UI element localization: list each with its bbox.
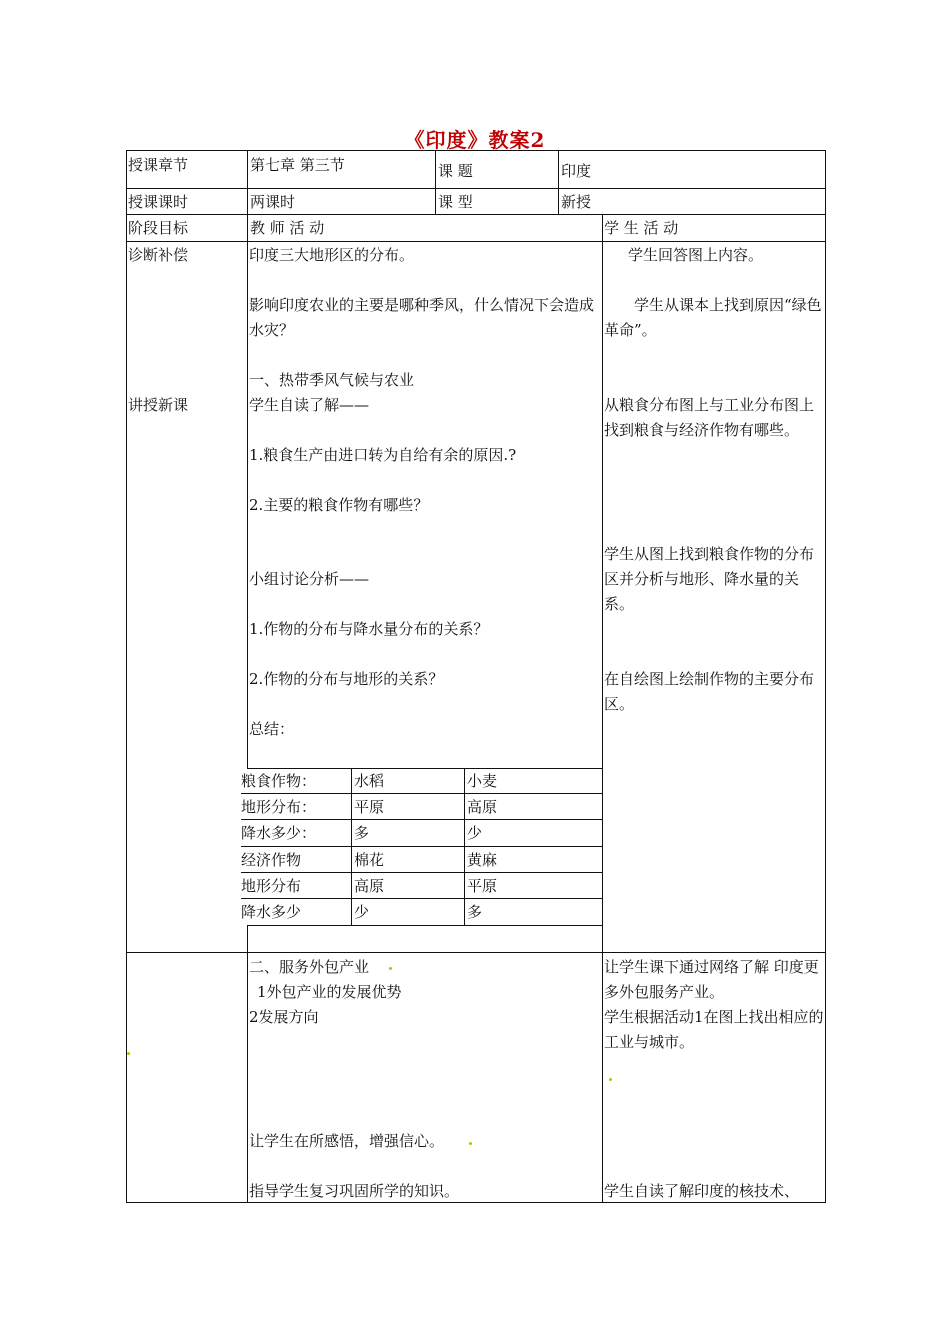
stage-diagnose: 诊断补偿: [128, 246, 189, 264]
teacher-heading: 一、热带季风气候与农业: [249, 371, 415, 389]
table-line: [126, 150, 826, 151]
hours-label: 授课课时: [128, 193, 189, 211]
summary-cell: 高原: [467, 798, 498, 816]
summary-line: [351, 768, 352, 925]
summary-line: [241, 846, 602, 847]
section2-student-text: 学生根据活动1在图上找出相应的工业与城市。: [604, 1008, 824, 1051]
table-line: [247, 241, 248, 768]
summary-cell: 高原: [354, 877, 385, 895]
section2-text: 让学生在所感悟，增强信心。: [249, 1132, 445, 1150]
summary-cell: 多: [467, 903, 483, 921]
summary-cell: 经济作物: [241, 851, 302, 869]
table-line: [126, 241, 826, 242]
summary-cell: 粮食作物：: [241, 772, 317, 790]
summary-cell: 降水多少：: [241, 824, 317, 842]
chapter-label: 授课章节: [128, 156, 189, 174]
summary-cell: 平原: [354, 798, 385, 816]
decorative-dot: [389, 967, 392, 970]
stage-teach: 讲授新课: [128, 396, 189, 414]
type-label: 课 型: [438, 193, 473, 211]
table-line: [247, 925, 248, 1202]
table-line: [602, 241, 603, 1202]
decorative-dot: [469, 1142, 472, 1145]
document-title: 《印度》教案2: [404, 128, 546, 152]
table-line: [247, 150, 248, 241]
student-text: 从粮食分布图上与工业分布图上找到粮食与经济作物有哪些。: [604, 396, 815, 439]
teacher-question: 2.主要的粮食作物有哪些？: [249, 496, 429, 514]
teacher-text: 小组讨论分析——: [249, 570, 370, 588]
summary-cell: 棉花: [354, 851, 385, 869]
table-line: [558, 150, 559, 214]
teacher-text: 影响印度农业的主要是哪种季风，什么情况下会造成水灾？: [249, 296, 595, 339]
summary-cell: 多: [354, 824, 370, 842]
summary-line: [241, 793, 602, 794]
section2-student-text: 让学生课下通过网络了解 印度更多外包服务产业。: [604, 958, 819, 1001]
section2-text: 指导学生复习巩固所学的知识。: [249, 1182, 460, 1200]
summary-cell: 小麦: [467, 772, 498, 790]
summary-line: [247, 925, 602, 926]
stage-label: 阶段目标: [128, 219, 189, 237]
teacher-text: 学生自读了解——: [249, 396, 370, 414]
summary-cell: 地形分布：: [241, 798, 317, 816]
student-text: 在自绘图上绘制作物的主要分布区。: [604, 670, 815, 713]
topic-value: 印度: [561, 162, 592, 180]
decorative-dot: [127, 1052, 130, 1055]
student-text: 学生从课本上找到原因“绿色革命”。: [604, 296, 822, 339]
student-text: 学生回答图上内容。: [628, 246, 764, 264]
section2-student-text: 学生自读了解印度的核技术、: [604, 1182, 800, 1200]
summary-cell: 少: [354, 903, 370, 921]
summary-cell: 少: [467, 824, 483, 842]
section2-text: 1外包产业的发展优势: [257, 983, 402, 1001]
teacher-question: 1.粮食生产由进口转为自给有余的原因.?: [249, 446, 517, 464]
type-value: 新授: [561, 193, 592, 211]
topic-label: 课 题: [438, 162, 473, 180]
teacher-text: 印度三大地形区的分布。: [249, 246, 415, 264]
table-line: [126, 952, 826, 953]
table-border-left: [126, 150, 127, 1203]
teacher-question: 1.作物的分布与降水量分布的关系？: [249, 620, 489, 638]
chapter-value: 第七章 第三节: [250, 156, 345, 174]
decorative-dot: [609, 1078, 612, 1081]
hours-value: 两课时: [250, 193, 296, 211]
summary-line: [241, 872, 602, 873]
summary-cell: 黄麻: [467, 851, 498, 869]
teacher-question: 2.作物的分布与地形的关系？: [249, 670, 444, 688]
table-border-right: [825, 150, 826, 1203]
student-text: 学生从图上找到粮食作物的分布区并分析与地形、降水量的关系。: [604, 545, 815, 613]
summary-cell: 平原: [467, 877, 498, 895]
section2-text: 2发展方向: [249, 1008, 319, 1026]
summary-line: [241, 898, 602, 899]
table-line: [126, 214, 826, 215]
table-line: [602, 214, 603, 241]
summary-cell: 降水多少: [241, 903, 302, 921]
summary-line: [464, 768, 465, 925]
student-activity-label: 学 生 活 动: [604, 219, 679, 237]
table-line: [435, 150, 436, 214]
teacher-summary-label: 总结：: [249, 720, 295, 738]
summary-line: [241, 819, 602, 820]
summary-cell: 水稻: [354, 772, 385, 790]
section2-heading: 二、服务外包产业: [249, 958, 370, 976]
teacher-activity-label: 教 师 活 动: [250, 219, 325, 237]
table-line: [126, 188, 826, 189]
summary-cell: 地形分布: [241, 877, 302, 895]
